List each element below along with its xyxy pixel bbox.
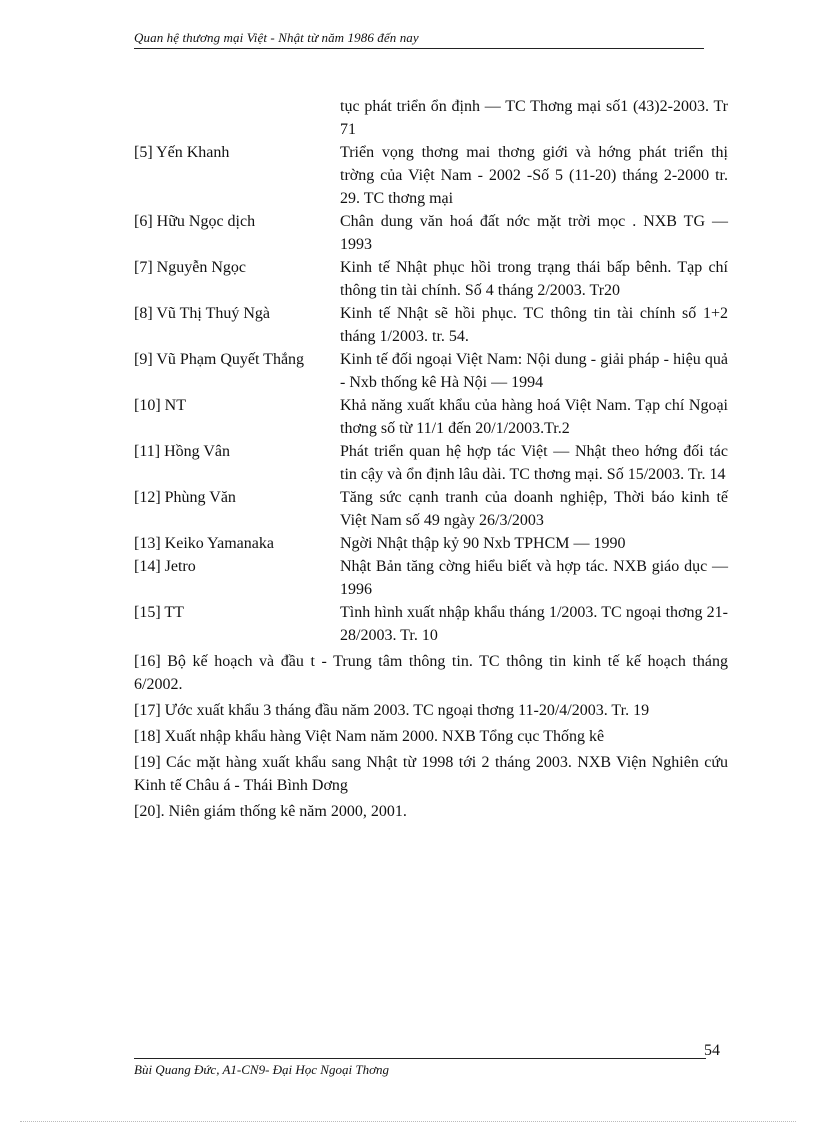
reference-author: [13] Keiko Yamanaka	[134, 535, 274, 552]
reference-text: Chân dung văn hoá đất nớc mặt trời mọc . NXB TG — 1993	[340, 213, 728, 253]
reference-text: Kinh tế đối ngoại Việt Nam: Nội dung - giải pháp - hiệu quả - Nxb thống kê Hà Nội — 1994	[340, 351, 728, 391]
reference-text: Tăng sức cạnh tranh của doanh nghiệp, Thời báo kinh tế Việt Nam số 49 ngày 26/3/2003	[340, 489, 728, 529]
reference-entry	[134, 95, 728, 141]
reference-full-entry: [16] Bộ kế hoạch và đầu t - Trung tâm thông tin. TC thông tin kinh tế kế hoạch tháng 6/2002.	[134, 653, 728, 693]
reference-entry	[134, 601, 728, 647]
reference-full-entry: [19] Các mặt hàng xuất khẩu sang Nhật từ 1998 tới 2 tháng 2003. NXB Viện Nghiên cứu Kinh tế Châu á - Thái Bình Dơng	[134, 754, 728, 794]
page-edge-divider	[20, 1121, 796, 1122]
reference-list	[134, 95, 728, 823]
reference-full-entry: [18] Xuất nhập khẩu hàng Việt Nam năm 2000. NXB Tổng cục Thống kê	[134, 728, 605, 745]
reference-text: Nhật Bản tăng cờng hiểu biết và hợp tác. NXB giáo dục — 1996	[340, 558, 728, 598]
running-footer: Bùi Quang Đức, A1-CN9- Đại Học Ngoại Thơng	[134, 1062, 390, 1077]
reference-full-entry: [20]. Niên giám thống kê năm 2000, 2001.	[134, 803, 407, 820]
reference-author: [11] Hồng Vân	[134, 443, 230, 460]
reference-text: Phát triển quan hệ hợp tác Việt — Nhật theo hớng đối tác tin cậy và ổn định lâu dài. TC thơng mại. Số 15/2003. Tr. 14	[340, 443, 728, 483]
reference-author: [9] Vũ Phạm Quyết Thắng	[134, 351, 305, 368]
reference-entry	[134, 141, 728, 210]
footer-rule	[134, 1058, 706, 1059]
reference-author: [14] Jetro	[134, 558, 196, 575]
reference-author: [15] TT	[134, 604, 184, 621]
reference-author: [6] Hữu Ngọc dịch	[134, 213, 256, 230]
reference-author: [5] Yến Khanh	[134, 144, 230, 161]
reference-author: [12] Phùng Văn	[134, 489, 236, 506]
reference-entry	[134, 210, 728, 256]
header-rule	[134, 48, 704, 49]
running-header: Quan hệ thương mại Việt - Nhật từ năm 1986 đến nay	[134, 30, 419, 45]
reference-entry	[134, 302, 728, 348]
reference-full-entry: [17] Ước xuất khẩu 3 tháng đầu năm 2003. TC ngoại thơng 11-20/4/2003. Tr. 19	[134, 702, 650, 719]
reference-text: Khả năng xuất khẩu của hàng hoá Việt Nam. Tạp chí Ngoại thơng số từ 11/1 đến 20/1/2003.Tr.2	[340, 397, 728, 437]
reference-entry	[134, 532, 728, 555]
reference-text: Ngời Nhật thập kỷ 90 Nxb TPHCM — 1990	[340, 535, 626, 552]
reference-entry	[134, 256, 728, 302]
reference-entry	[134, 555, 728, 601]
reference-text: Tình hình xuất nhập khẩu tháng 1/2003. TC ngoại thơng 21-28/2003. Tr. 10	[340, 604, 728, 644]
reference-author: [7] Nguyễn Ngọc	[134, 259, 246, 276]
reference-author: [8] Vũ Thị Thuý Ngà	[134, 305, 270, 322]
reference-entry	[134, 394, 728, 440]
reference-entry	[134, 348, 728, 394]
reference-text: Kinh tế Nhật sẽ hồi phục. TC thông tin tài chính số 1+2 tháng 1/2003. tr. 54.	[340, 305, 728, 345]
reference-author: [10] NT	[134, 397, 186, 414]
reference-text: Kinh tế Nhật phục hồi trong trạng thái bấp bênh. Tạp chí thông tin tài chính. Số 4 tháng 2/2003. Tr20	[340, 259, 728, 299]
reference-entry	[134, 486, 728, 532]
reference-text: Triển vọng thơng mai thơng giới và hớng phát triển thị trờng của Việt Nam - 2002 -Số 5 (11-20) tháng 2-2000 tr. 29. TC thơng mại	[340, 144, 728, 207]
page-number: 54	[704, 1042, 720, 1059]
reference-text: tục phát triển ổn định — TC Thơng mại số1 (43)2-2003. Tr 71	[340, 98, 728, 138]
reference-author	[134, 95, 340, 141]
reference-entry	[134, 440, 728, 486]
